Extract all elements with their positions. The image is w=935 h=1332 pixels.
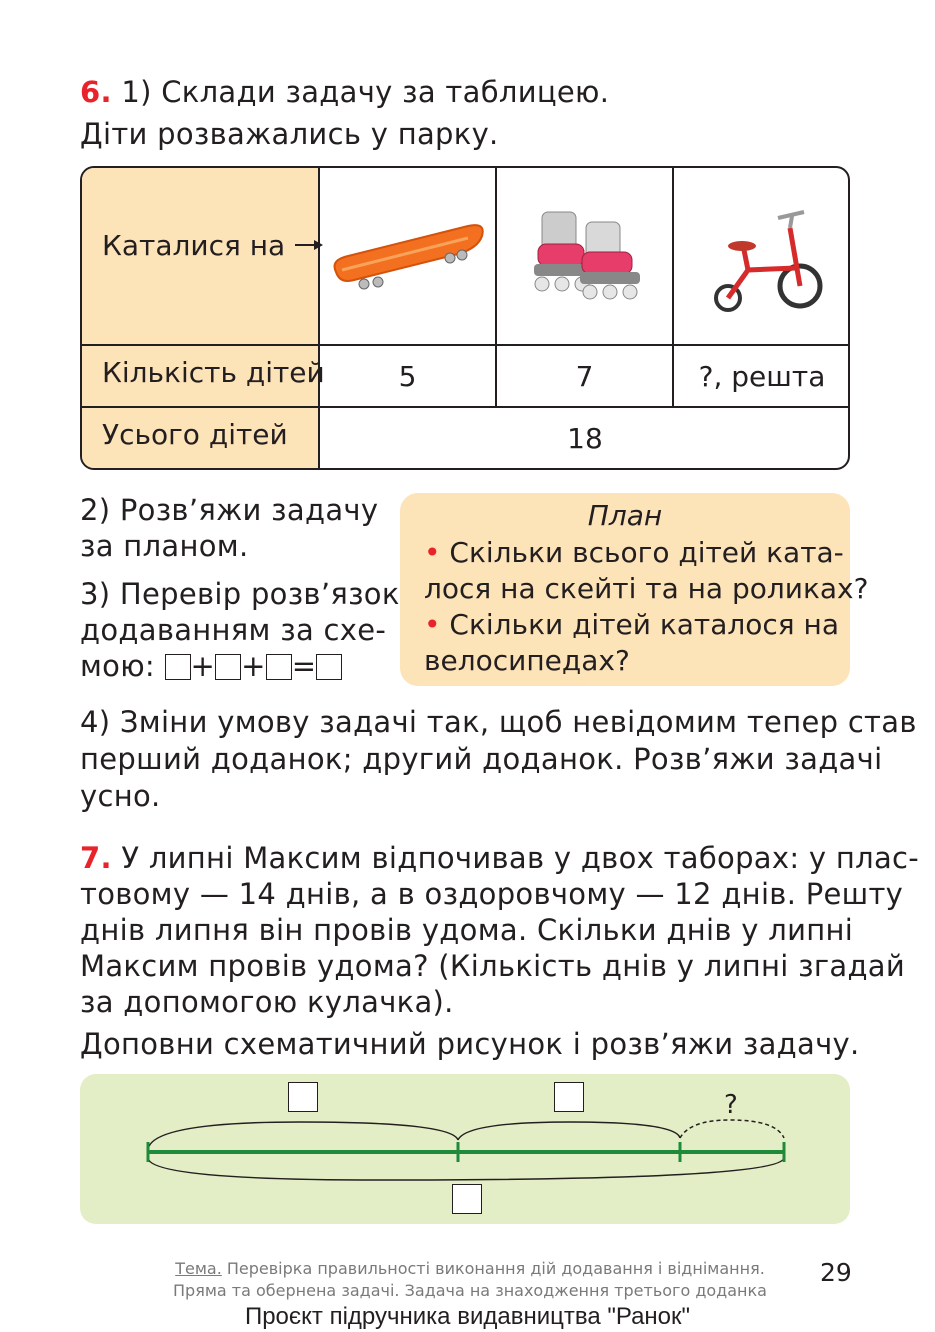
bullet-icon: •: [424, 608, 441, 641]
plan-item2-line2: велосипедах?: [424, 644, 630, 677]
task6-part1: 1) Склади задачу за таблицею.: [121, 75, 610, 109]
equals-sign: =: [291, 649, 317, 683]
plan-item2-text: Скільки дітей каталося на: [449, 608, 840, 641]
page-number: 29: [820, 1258, 852, 1287]
plan-item1-text: Скільки всього дітей ката-: [449, 536, 844, 569]
row-label-rode-text: Каталися на: [102, 229, 286, 262]
plan-title: План: [587, 499, 663, 532]
footer-theme-line1: [150, 1258, 790, 1280]
scheme-diagram: [80, 1074, 850, 1224]
task6-part2-line2: за планом.: [80, 529, 249, 563]
plus-sign: +: [241, 649, 266, 683]
plus-sign: +: [190, 649, 216, 683]
task6-table: [80, 166, 850, 470]
answer-box[interactable]: [316, 654, 342, 680]
task7-line3: днів липня він провів удома. Скільки днів у липні: [80, 913, 854, 947]
task6-part4-line3: усно.: [80, 779, 161, 813]
task6-part2-line1: 2) Розв’яжи задачу: [80, 493, 379, 527]
plan-item2-line1: [424, 607, 839, 643]
value-total: 18: [567, 422, 603, 455]
task7-line4: Максим провів удома? (Кількість днів у липні згадай: [80, 949, 906, 983]
task7-line6: Доповни схематичний рисунок і розв’яжи задачу.: [80, 1027, 860, 1061]
row-label-count: Кількість дітей: [102, 356, 325, 389]
task6-part3-line1: 3) Перевір розв’язок: [80, 577, 400, 611]
task6-part4-line2: перший доданок; другий доданок. Розв’яжи задачі: [80, 742, 883, 776]
answer-box[interactable]: [266, 654, 292, 680]
footer-theme-text1: Перевірка правильності виконання дій додавання і віднімання.: [226, 1259, 765, 1278]
value-skateboard: 5: [398, 360, 417, 393]
task7-line1: [80, 840, 919, 877]
roller-skates-icon: [520, 204, 650, 308]
footer-theme-label: Тема.: [175, 1259, 222, 1278]
project-notice: Проєкт підручника видавництва "Ранок": [244, 1303, 691, 1330]
table-divider: [82, 344, 848, 346]
table-divider: [82, 406, 848, 408]
answer-box-segment1[interactable]: [288, 1082, 318, 1112]
task6-intro: Діти розважались у парку.: [80, 117, 499, 151]
row-label-total: Усього дітей: [102, 418, 288, 451]
answer-box[interactable]: [215, 654, 241, 680]
value-bicycles: ?, решта: [698, 360, 826, 393]
task6-heading: [80, 74, 609, 111]
task6-number: 6.: [80, 75, 112, 109]
task6-part4-line1: 4) Зміни умову задачі так, щоб невідомим тепер став: [80, 705, 917, 739]
unknown-segment-question: ?: [724, 1090, 738, 1120]
task7-line2: товому — 14 днів, а в оздоровчому — 12 днів. Решту: [80, 877, 904, 911]
task6-part3-line2: додаванням за схе-: [80, 613, 387, 647]
tricycle-icon: [704, 198, 834, 322]
bullet-icon: •: [424, 536, 441, 569]
answer-box[interactable]: [165, 654, 191, 680]
task7-line1-text: У липні Максим відпочивав у двох таборах: у плас-: [121, 841, 920, 875]
plan-item1-line2: лося на скейті та на роликах?: [424, 572, 869, 605]
footer-theme: [150, 1258, 790, 1302]
task7-line5: за допомогою кулачка).: [80, 985, 454, 1019]
answer-box-segment2[interactable]: [554, 1082, 584, 1112]
task7-number: 7.: [80, 841, 112, 875]
arrow-right-icon: [294, 229, 324, 262]
skateboard-icon: [328, 212, 488, 296]
footer-theme-line2: Пряма та обернена задачі. Задача на знаходження третього доданка: [173, 1281, 767, 1300]
row-label-rode: [102, 229, 324, 263]
plan-item1-line1: [424, 535, 844, 571]
scheme-prefix: мою:: [80, 649, 156, 683]
task6-part3-line3: [80, 648, 342, 685]
plan-box: [400, 493, 869, 686]
answer-box-total[interactable]: [452, 1184, 482, 1214]
value-rollers: 7: [575, 360, 594, 393]
